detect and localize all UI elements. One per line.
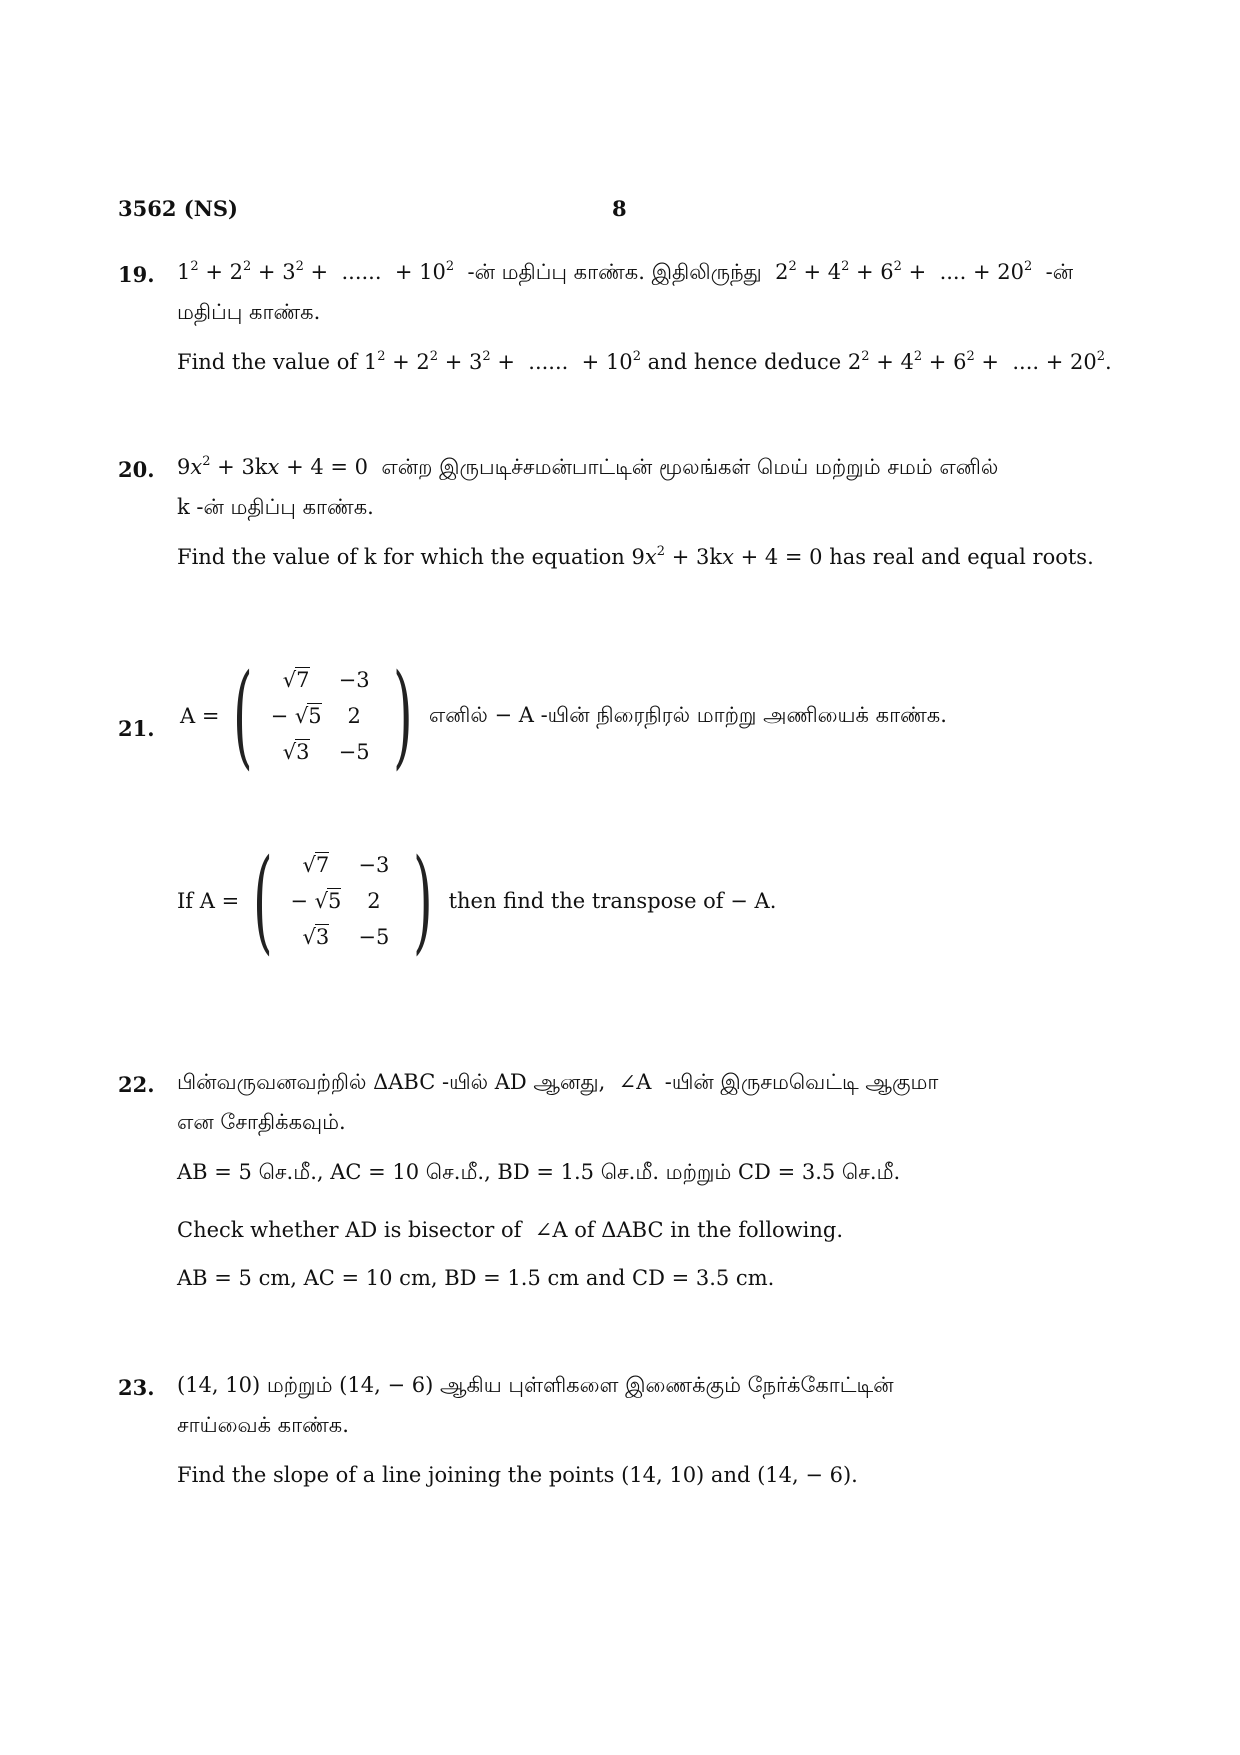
matrix-cell: 2 [347,704,361,728]
q23-tamil-line-2: சாய்வைக் காண்க. [177,1413,349,1437]
matrix-cell: − √5 [270,704,322,728]
question-number-23: 23. [118,1375,155,1400]
q23-english-line: Find the slope of a line joining the points (14, 10) and (14, − 6). [177,1463,858,1487]
q22-english-line-1 [177,1218,843,1242]
matrix-a-en [285,853,401,949]
matrix-cell: 2 [367,889,381,913]
q22-tamil-line-1 [177,1070,938,1097]
q19-tamil-text-2: -ன் [1045,260,1074,284]
matrix-a [265,668,381,764]
question-number-20: 20. [118,457,155,482]
matrix-cell: √3 [302,925,330,949]
q22-tamil-line-2: என சோதிக்கவும். [177,1110,346,1134]
q22-tamil-line-3: AB = 5 செ.மீ., AC = 10 செ.மீ., BD = 1.5 செ.மீ. மற்றும் CD = 3.5 செ.மீ. [177,1160,901,1184]
q23-tamil-line-1: (14, 10) மற்றும் (14, − 6) ஆகிய புள்ளிகளை இணைக்கும் நேர்க்கோட்டின் [177,1373,894,1397]
q22-english-text-1c: of ΔABC in the following. [574,1218,844,1242]
q20-tamil-text-1: என்ற இருபடிச்சமன்பாட்டின் மூலங்கள் மெய் மற்றும் சமம் எனில் [381,455,999,479]
matrix-right-paren: ) [393,651,413,781]
page-number: 8 [612,196,627,221]
matrix-right-paren: ) [412,836,433,966]
q19-tamil-text-1: -ன் மதிப்பு காண்க. இதிலிருந்து [467,260,762,284]
q21-tamil-text: எனில் − A -யின் நிரைநிரல் மாற்று அணியைக் காண்க. [428,702,947,727]
question-number-21: 21. [118,716,155,741]
q21-english-text: then find the transpose of − A. [448,889,777,913]
matrix-cell: −3 [358,853,390,877]
q19-tamil-line-1: $1^2 + 2^2 + 3^2$ + ...... + $10^2$ -ன் மதிப்பு காண்க. இதிலிருந்து $2^2 + 4^2 + 6^2$ + .... + $20^2$ -ன் [177,259,1074,284]
matrix-cell: −3 [338,668,370,692]
q20-tamil-line-1: $9x^2 + 3kx + 4 = 0$ என்ற இருபடிச்சமன்பாட்டின் மூலங்கள் மெய் மற்றும் சமம் எனில் [177,454,999,479]
question-number-19: 19. [118,262,155,287]
q22-tamil-text-1a: பின்வருவனவற்றில் ΔABC -யில் AD ஆனது, [177,1070,606,1094]
matrix-cell: −5 [358,925,390,949]
matrix-cell: √7 [302,853,330,877]
matrix-cell: −5 [338,740,370,764]
q20-english-text-1: Find the value of k for which the equation [177,545,625,569]
q19-english-line: Find the value of $1^2 + 2^2 + 3^2$ + ...... + $10^2$ and hence deduce $2^2 + 4^2 + 6^2$ + .... + $20^2$. [177,349,1112,374]
matrix-left-paren: ( [253,836,273,966]
q21-tamil-statement [180,651,947,781]
matrix-label-en: If A = [177,889,240,913]
angle-symbol: ∠A [618,1070,652,1094]
q19-english-text-2: and hence deduce [647,350,842,374]
q20-tamil-line-2: k -ன் மதிப்பு காண்க. [177,495,374,519]
matrix-cell: − √5 [290,889,342,913]
q22-english-line-2: AB = 5 cm, AC = 10 cm, BD = 1.5 cm and CD = 3.5 cm. [177,1266,775,1290]
matrix-label: A = [180,704,220,728]
question-number-22: 22. [118,1072,155,1097]
paper-code: 3562 (NS) [118,196,238,221]
q22-tamil-text-1c: -யின் இருசமவெட்டி ஆகுமா [664,1070,939,1094]
matrix-cell: √3 [282,740,310,764]
q22-english-text-1a: Check whether AD is bisector of [177,1218,522,1242]
q19-english-text-1: Find the value of [177,350,358,374]
q19-tamil-line-2: மதிப்பு காண்க. [177,300,321,324]
q20-english-text-2: has real and equal roots. [829,545,1094,569]
matrix-left-paren: ( [233,651,254,781]
q21-english-statement [177,836,777,966]
q20-english-line: Find the value of k for which the equation $9x^2 + 3kx + 4 = 0$ has real and equal roots. [177,544,1094,569]
matrix-cell: √7 [282,668,310,692]
angle-symbol: ∠A [534,1218,568,1242]
